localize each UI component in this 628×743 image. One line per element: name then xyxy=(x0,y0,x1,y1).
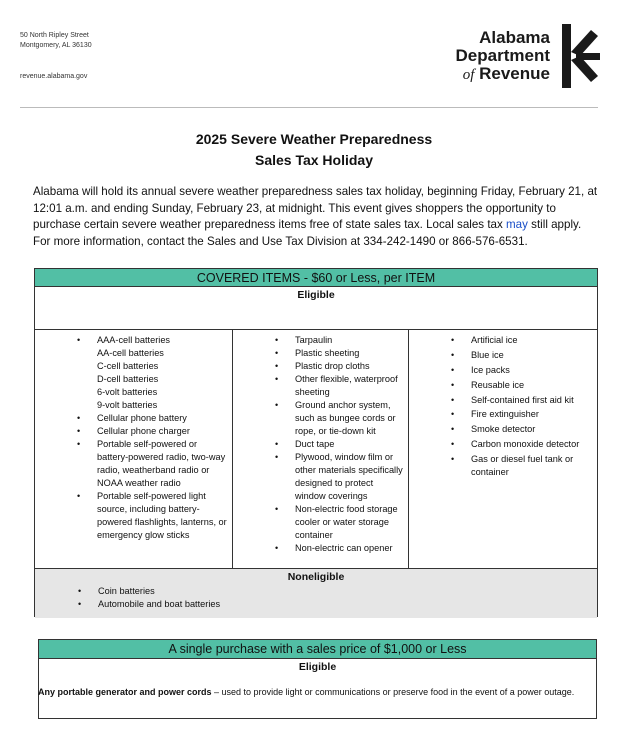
single-purchase-table xyxy=(38,639,597,719)
list-item: • Ice packs xyxy=(471,364,593,377)
k-logo-icon xyxy=(560,24,600,88)
single-eligible-label: Eligible xyxy=(298,661,337,673)
list-item: • Duct tape xyxy=(295,438,404,451)
items-list-3 xyxy=(409,334,597,479)
list-item: • Tarpaulin xyxy=(295,334,404,347)
list-item: • Plastic sheeting xyxy=(295,347,404,360)
list-item: • Carbon monoxide detector xyxy=(471,438,593,451)
list-item: • Smoke detector xyxy=(471,423,593,436)
list-item: 6-volt batteries xyxy=(97,387,158,397)
eligible-row xyxy=(35,287,597,330)
may-link[interactable]: may xyxy=(506,218,528,231)
logo-of: of xyxy=(462,66,475,83)
list-item: • Portable self-powered light source, including battery-powered flashlights, lanterns, or emergency glow sticks xyxy=(97,490,228,542)
logo-line-1: Alabama xyxy=(479,27,550,47)
list-item: • Cellular phone charger xyxy=(97,425,228,438)
items-list-2 xyxy=(233,334,408,555)
covered-items-header: COVERED ITEMS - $60 or Less, per ITEM xyxy=(35,269,597,287)
list-item: • Plastic drop cloths xyxy=(295,360,404,373)
address-block xyxy=(20,31,92,51)
address-line-1: 50 North Ripley Street xyxy=(20,32,89,39)
logo-line-2: Department xyxy=(455,45,550,65)
single-purchase-header: A single purchase with a sales price of $1,000 or Less xyxy=(39,640,596,659)
title-line-2: Sales Tax Holiday xyxy=(254,152,373,168)
intro-text-1: Alabama will hold its annual severe weather preparedness sales tax holiday, beginning Friday, February 21, at 12:01 a.m. and ending Sunday, February 23, at midnight. This event gives shoppers the opportunity to purchase certain severe weather preparedness items free of state sales tax. Local sales tax xyxy=(33,185,598,231)
logo-line-3 xyxy=(456,65,550,84)
ador-logo xyxy=(456,24,600,88)
list-item: • Artificial ice xyxy=(471,334,593,347)
title-line-1: 2025 Severe Weather Preparedness xyxy=(195,131,433,147)
list-item: • Cellular phone battery xyxy=(97,412,228,425)
list-item: • Coin batteries xyxy=(98,585,597,598)
noneligible-list xyxy=(35,585,597,611)
items-column-1 xyxy=(35,330,233,568)
website-text: revenue.alabama.gov xyxy=(20,73,88,80)
intro-paragraph xyxy=(33,184,601,250)
list-item: AA-cell batteries xyxy=(97,348,164,358)
covered-items-table xyxy=(34,268,598,617)
list-item: • Plywood, window film or other materials specifically designed to protect window coverings xyxy=(295,451,404,503)
header-divider xyxy=(20,107,598,108)
items-column-3 xyxy=(409,330,597,568)
generator-paragraph xyxy=(38,675,596,699)
list-item: • Non-electric can opener xyxy=(295,542,404,555)
generator-rest-text: – used to provide light or communications or preserve food in the event of a power outage. xyxy=(211,687,575,697)
list-item: • Ground anchor system, such as bungee cords or rope, or tie-down kit xyxy=(295,399,404,438)
list-item: • Fire extinguisher xyxy=(471,408,593,421)
list-item: D-cell batteries xyxy=(97,374,159,384)
generator-bold-text: Any portable generator and power cords xyxy=(38,687,212,697)
page-title xyxy=(0,129,628,171)
list-item: • Automobile and boat batteries xyxy=(98,598,597,611)
logo-wordmark xyxy=(456,29,550,84)
items-column-2 xyxy=(233,330,409,568)
list-item: 9-volt batteries xyxy=(97,400,158,410)
noneligible-section xyxy=(35,569,597,618)
eligible-label: Eligible xyxy=(297,289,335,301)
list-item: • Non-electric food storage cooler or water storage container xyxy=(295,503,404,542)
list-item: • AAA-cell batteries xyxy=(97,334,228,347)
intro-text-2: still apply. For more information, contact the Sales and Use Tax Division at 334-242-1490 or 866-576-6531. xyxy=(33,218,582,248)
item-columns xyxy=(35,330,597,569)
list-item: • Reusable ice xyxy=(471,379,593,392)
list-item: C-cell batteries xyxy=(97,361,159,371)
list-item: • Other flexible, waterproof sheeting xyxy=(295,373,404,399)
address-line-2: Montgomery, AL 36130 xyxy=(20,42,92,49)
noneligible-label: Noneligible xyxy=(287,571,345,583)
list-item: • Gas or diesel fuel tank or container xyxy=(471,453,593,479)
list-item: • Portable self-powered or battery-powered radio, two-way radio, weatherband radio or NOAA weather radio xyxy=(97,438,228,490)
items-list-1 xyxy=(35,334,232,542)
logo-revenue: Revenue xyxy=(479,63,550,83)
list-item: • Self-contained first aid kit xyxy=(471,394,593,407)
list-item: • Blue ice xyxy=(471,349,593,362)
